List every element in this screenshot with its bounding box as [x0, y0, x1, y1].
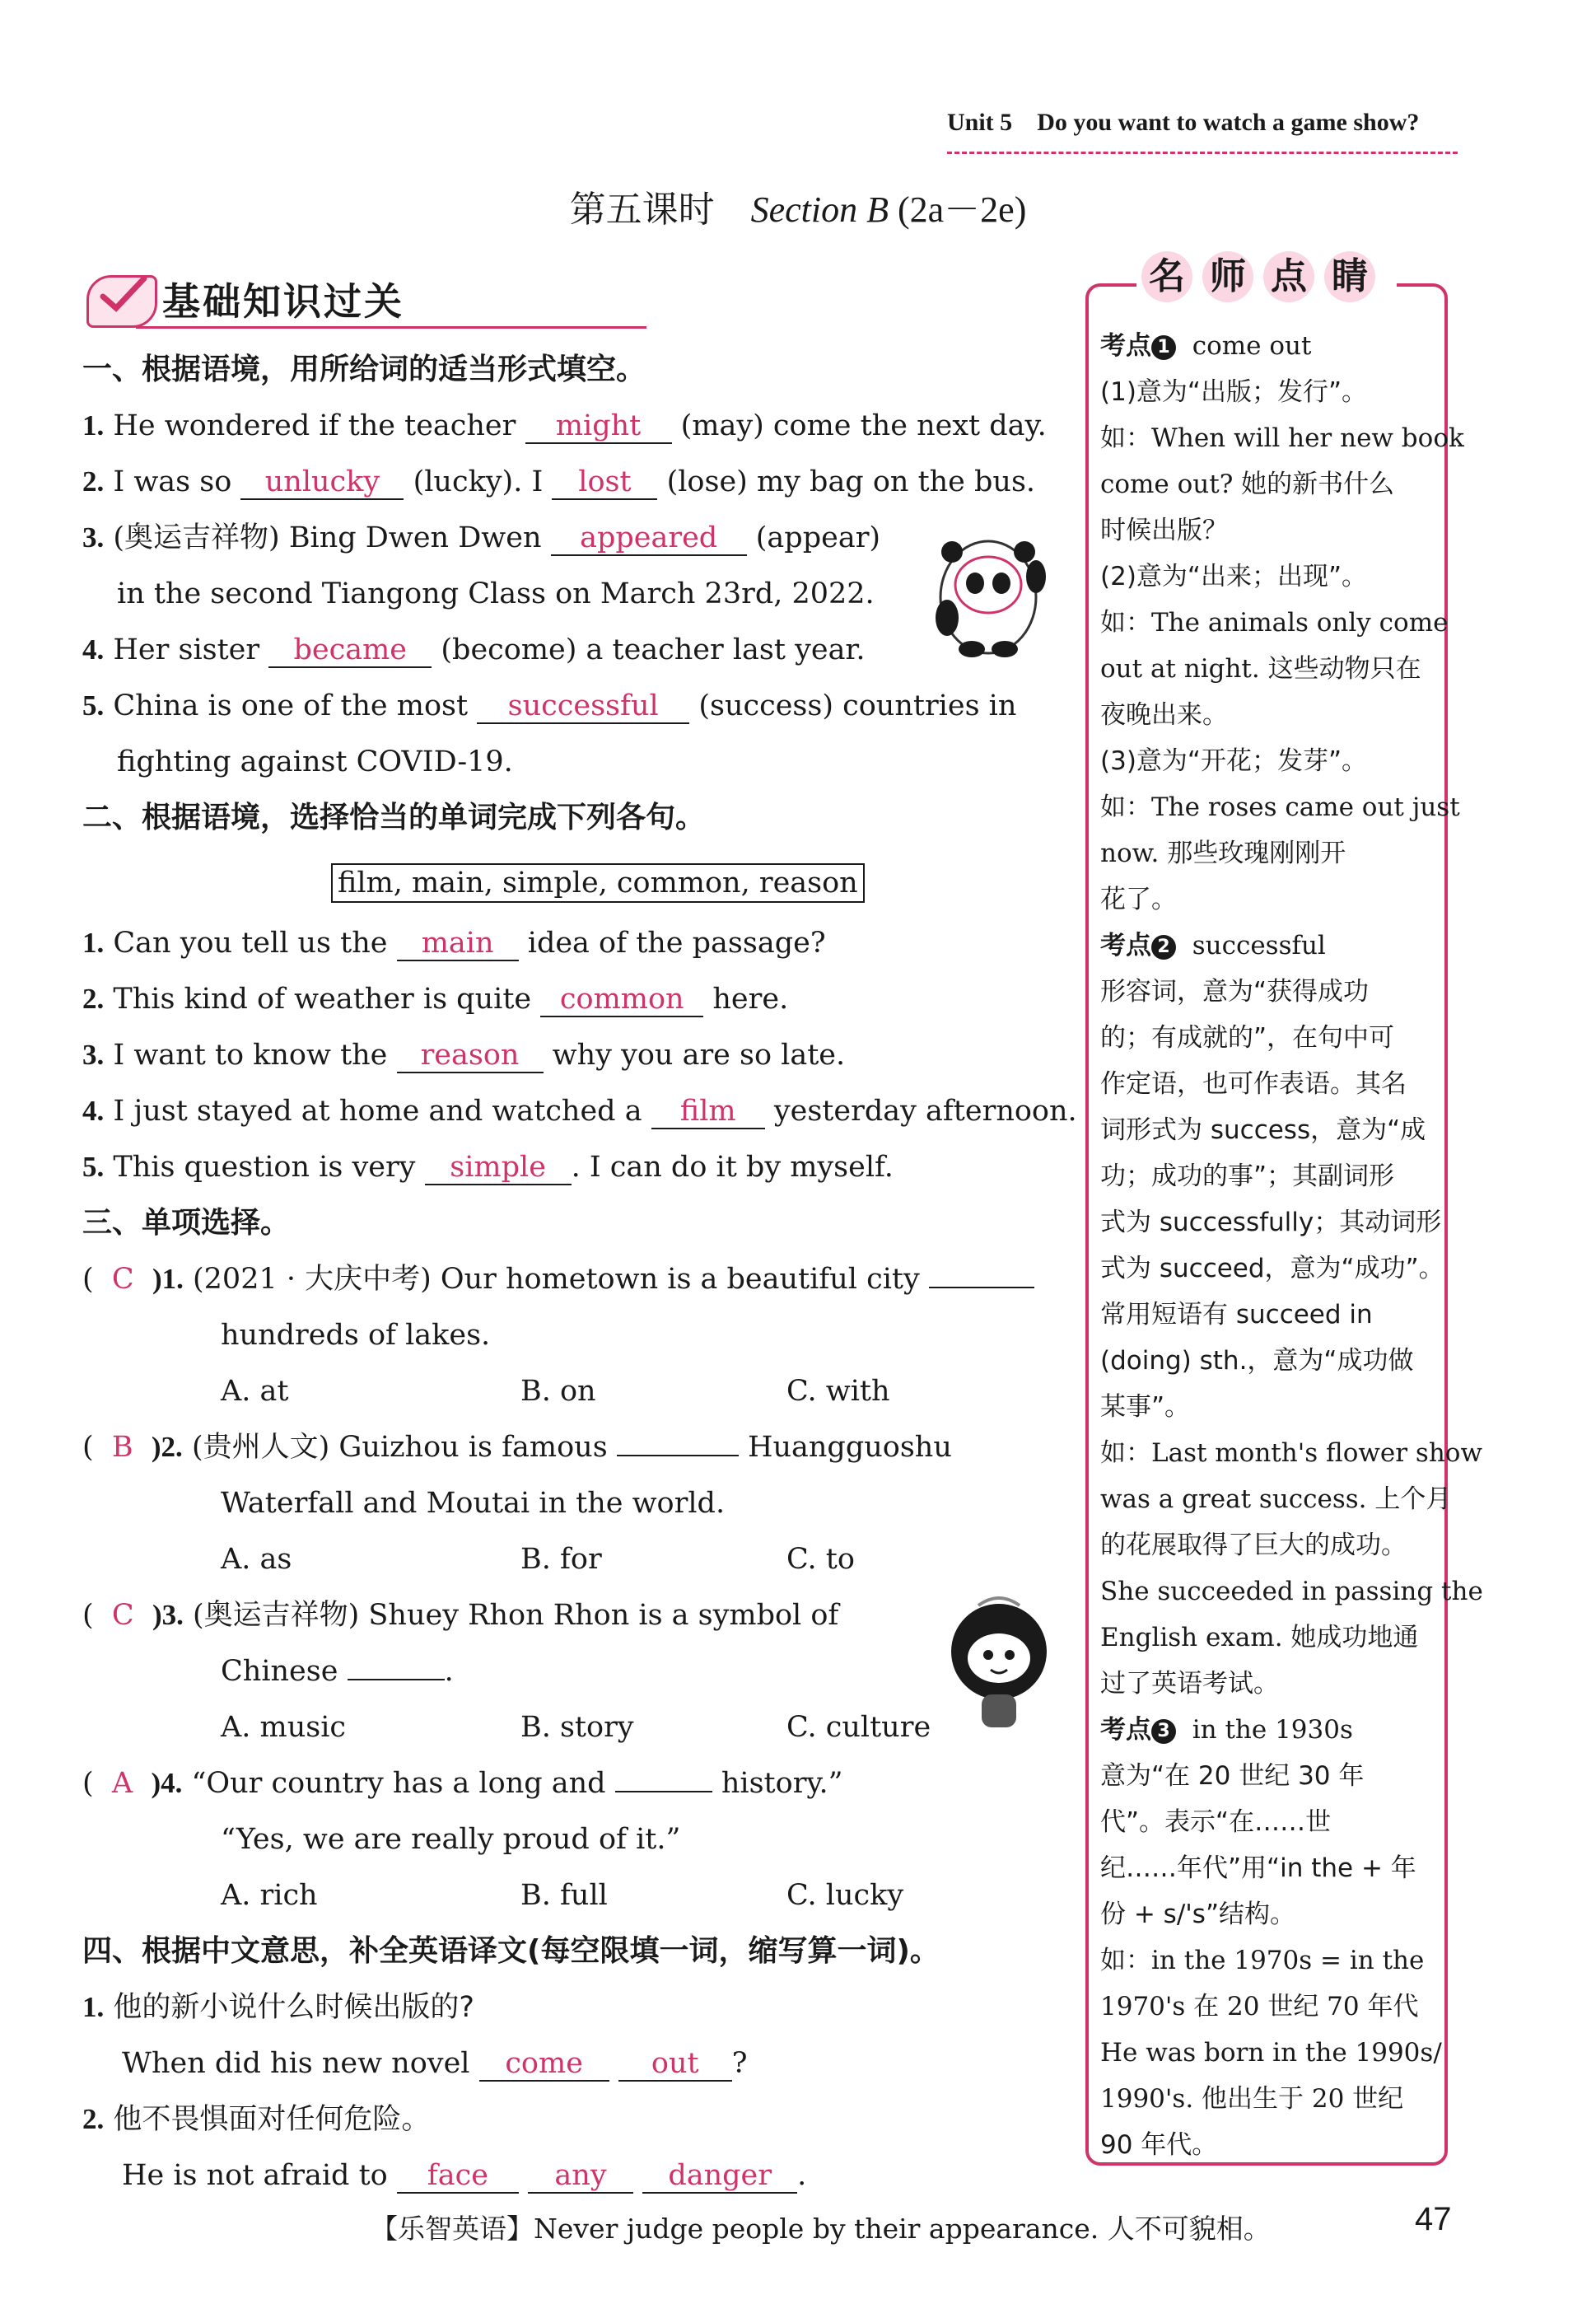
mc-option-4b[interactable]: B. full: [520, 1879, 608, 1912]
mc-option-1a[interactable]: A. at: [221, 1375, 289, 1408]
mc-question-4-cont: “Yes, we are really proud of it.”: [221, 1823, 681, 1856]
tip-line: 的花展取得了巨大的成功。: [1100, 1531, 1407, 1560]
tip-line: 式为 succeed，意为“成功”。: [1100, 1254, 1444, 1283]
tip-line: 花了。: [1100, 885, 1177, 914]
mc-question-3-cont: Chinese .: [221, 1655, 454, 1688]
mc-question-3: ( C )3. (奥运吉祥物) Shuey Rhon Rhon is a symbol of: [82, 1599, 839, 1632]
part4-heading: 四、根据中文意思，补全英语译文(每空限填一词，缩写算一词)。: [82, 1934, 940, 1968]
tip-line: 1970's 在 20 世纪 70 年代: [1100, 1992, 1419, 2021]
mc-option-2a[interactable]: A. as: [221, 1543, 292, 1576]
tips-title-char: 名: [1141, 251, 1192, 302]
mc-answer-4[interactable]: A: [111, 1767, 133, 1800]
p2-item-4: 4. I just stayed at home and watched a film yesterday afternoon.: [82, 1095, 1077, 1128]
tip-line: 功；成功的事”；其副词形: [1100, 1161, 1395, 1191]
tips-title-char: 师: [1202, 251, 1253, 302]
tip-line: 如：The animals only come: [1100, 608, 1449, 638]
tip-line: 代”。表示“在……世: [1100, 1807, 1332, 1837]
tip-line: 意为“在 20 世纪 30 年: [1100, 1761, 1365, 1791]
tip-line: 夜晚出来。: [1100, 700, 1228, 730]
lantern-mascot-icon: [945, 1594, 1052, 1734]
footer-brand: 【乐智英语】: [371, 2213, 534, 2245]
p1-item-3-cont: in the second Tiangong Class on March 23rd, 2022.: [117, 577, 875, 610]
kaodian-1: 考点 1 come out: [1100, 331, 1312, 361]
running-header: [947, 109, 1458, 154]
tip-line: (1)意为“出版；发行”。: [1100, 377, 1368, 407]
mc-option-1c[interactable]: C. with: [786, 1375, 890, 1408]
p4-answer-1b[interactable]: out: [618, 2047, 732, 2082]
mc-option-3b[interactable]: B. story: [520, 1711, 634, 1744]
tip-line: (3)意为“开花；发芽”。: [1100, 746, 1368, 776]
p2-answer-2[interactable]: common: [540, 983, 703, 1017]
p4-answer-2c[interactable]: danger: [642, 2159, 797, 2194]
mc-option-1b[interactable]: B. on: [520, 1375, 596, 1408]
p2-item-5: 5. This question is very simple . I can do it by myself.: [82, 1151, 894, 1184]
mc-option-4c[interactable]: C. lucky: [786, 1879, 904, 1912]
p1-item-2: 2. I was so unlucky (lucky). I lost (lose) my bag on the bus.: [82, 465, 1036, 498]
mc-blank-1[interactable]: [929, 1287, 1034, 1288]
p1-item-5: 5. China is one of the most successful (success) countries in: [82, 689, 1017, 722]
lesson-section: Section B: [750, 189, 889, 230]
tip-line: 式为 successfully；其动词形: [1100, 1208, 1442, 1237]
p2-item-2: 2. This kind of weather is quite common here.: [82, 983, 789, 1016]
p1-answer-2b[interactable]: lost: [552, 465, 657, 500]
p4-answer-2a[interactable]: face: [397, 2159, 519, 2194]
tip-line: 的；有成就的”，在句中可: [1100, 1023, 1395, 1053]
section-heading: [86, 272, 646, 329]
kaodian-3: 考点 3 in the 1930s: [1100, 1715, 1353, 1745]
p2-answer-1[interactable]: main: [397, 927, 519, 961]
tip-line: 时候出版？: [1100, 516, 1228, 545]
p1-item-1: 1. He wondered if the teacher might (may) come the next day.: [82, 409, 1047, 442]
tip-line: now. 那些玫瑰刚刚开: [1100, 839, 1346, 868]
panda-mascot-icon: [922, 519, 1054, 659]
mc-option-2c[interactable]: C. to: [786, 1543, 855, 1576]
p2-answer-3[interactable]: reason: [397, 1039, 544, 1073]
p1-item-3: 3. (奥运吉祥物) Bing Dwen Dwen appeared (appear): [82, 521, 881, 554]
p1-item-5-cont: fighting against COVID-19.: [117, 745, 513, 778]
p1-answer-3[interactable]: appeared: [551, 521, 747, 556]
tip-line: (2)意为“出来；出现”。: [1100, 562, 1368, 591]
part2-heading: 二、根据语境，选择恰当的单词完成下列各句。: [82, 801, 706, 834]
section-title: 基础知识过关: [162, 279, 404, 324]
mc-answer-2[interactable]: B: [111, 1431, 133, 1464]
tip-line: 如：Last month's flower show: [1100, 1438, 1482, 1468]
tip-line: She succeeded in passing the: [1100, 1577, 1483, 1606]
mc-option-4a[interactable]: A. rich: [221, 1879, 318, 1912]
mc-answer-1[interactable]: C: [111, 1263, 134, 1296]
p4-item-2-cn: 2. 他不畏惧面对任何危险。: [82, 2103, 431, 2136]
p2-item-3: 3. I want to know the reason why you are so late.: [82, 1039, 846, 1072]
mc-question-1-cont: hundreds of lakes.: [221, 1319, 491, 1352]
p1-answer-5[interactable]: successful: [477, 689, 689, 724]
mc-question-1: ( C )1. (2021 · 大庆中考) Our hometown is a beautiful city: [82, 1260, 1034, 1298]
mc-option-3c[interactable]: C. culture: [786, 1711, 931, 1744]
tip-line: 作定语，也可作表语。其名: [1100, 1069, 1407, 1099]
lesson-title: [0, 180, 1596, 232]
tip-line: 词形式为 success，意为“成: [1100, 1115, 1426, 1145]
p2-answer-5[interactable]: simple: [425, 1151, 572, 1185]
mc-option-3a[interactable]: A. music: [221, 1711, 347, 1744]
tip-line: 如：When will her new book: [1100, 423, 1464, 453]
p4-answer-1a[interactable]: come: [479, 2047, 609, 2082]
p1-answer-2a[interactable]: unlucky: [240, 465, 404, 500]
tip-line: was a great success. 上个月: [1100, 1484, 1452, 1514]
mc-blank-4[interactable]: [615, 1791, 712, 1792]
tip-line: 如：in the 1970s = in the: [1100, 1946, 1425, 1975]
tips-title-char: 睛: [1324, 251, 1375, 302]
tip-line: He was born in the 1990s/: [1100, 2038, 1442, 2068]
footer-proverb: [371, 2208, 1271, 2246]
tip-line: 过了英语考试。: [1100, 1669, 1279, 1699]
tip-line: English exam. 她成功地通: [1100, 1623, 1419, 1652]
unit-label: Unit 5: [947, 109, 1013, 136]
p1-answer-4[interactable]: became: [268, 633, 432, 668]
section-rule: [136, 326, 646, 329]
tip-line: come out? 她的新书什么: [1100, 470, 1395, 499]
p1-item-4: 4. Her sister became (become) a teacher last year.: [82, 633, 866, 666]
lesson-cn: 第五课时: [569, 189, 715, 231]
tip-line: (doing) sth.，意为“成功做: [1100, 1346, 1414, 1376]
mc-blank-3[interactable]: [348, 1679, 445, 1680]
word-bank: film, main, simple, common, reason: [331, 863, 865, 903]
unit-title: Do you want to watch a game show?: [1037, 109, 1420, 136]
tip-line: 份 + s/'s”结构。: [1100, 1900, 1296, 1929]
tip-line: 常用短语有 succeed in: [1100, 1300, 1373, 1330]
p2-answer-4[interactable]: film: [651, 1095, 765, 1129]
lesson-range: (2a－2e): [898, 189, 1027, 230]
p4-item-2: He is not afraid to face any danger .: [122, 2159, 807, 2192]
part3-heading: 三、单项选择。: [82, 1206, 291, 1240]
kaodian-2: 考点 2 successful: [1100, 931, 1326, 960]
p2-item-1: 1. Can you tell us the main idea of the passage?: [82, 927, 826, 960]
mc-option-2b[interactable]: B. for: [520, 1543, 602, 1576]
teacher-tips-title: [1136, 251, 1397, 309]
p1-answer-1[interactable]: might: [525, 409, 672, 444]
mc-question-2-cont: Waterfall and Moutai in the world.: [221, 1487, 726, 1520]
tip-line: out at night. 这些动物只在: [1100, 654, 1421, 684]
p4-item-1-cn: 1. 他的新小说什么时候出版的?: [82, 1991, 474, 2024]
tips-title-char: 点: [1263, 251, 1314, 302]
mc-answer-3[interactable]: C: [111, 1599, 134, 1632]
p4-answer-2b[interactable]: any: [528, 2159, 633, 2194]
check-icon: [93, 272, 151, 321]
tip-line: 形容词，意为“获得成功: [1100, 977, 1370, 1007]
tip-line: 某事”。: [1100, 1392, 1191, 1422]
p4-item-1: When did his new novel come out ?: [122, 2047, 748, 2080]
mc-question-2: ( B )2. (贵州人文) Guizhou is famous Huangguoshu: [82, 1431, 952, 1464]
tip-line: 1990's. 他出生于 20 世纪: [1100, 2084, 1404, 2114]
tip-line: 90 年代。: [1100, 2130, 1218, 2160]
footer-text: Never judge people by their appearance. 人不可貌相。: [534, 2213, 1271, 2245]
tip-line: 纪……年代”用“in the + 年: [1100, 1853, 1416, 1883]
page-number: 47: [1415, 2201, 1452, 2237]
tip-line: 如：The roses came out just: [1100, 792, 1460, 822]
part1-heading: 一、根据语境，用所给词的适当形式填空。: [82, 353, 646, 386]
mc-question-4: ( A )4. “Our country has a long and history.”: [82, 1767, 843, 1800]
mc-blank-2[interactable]: [617, 1455, 739, 1456]
